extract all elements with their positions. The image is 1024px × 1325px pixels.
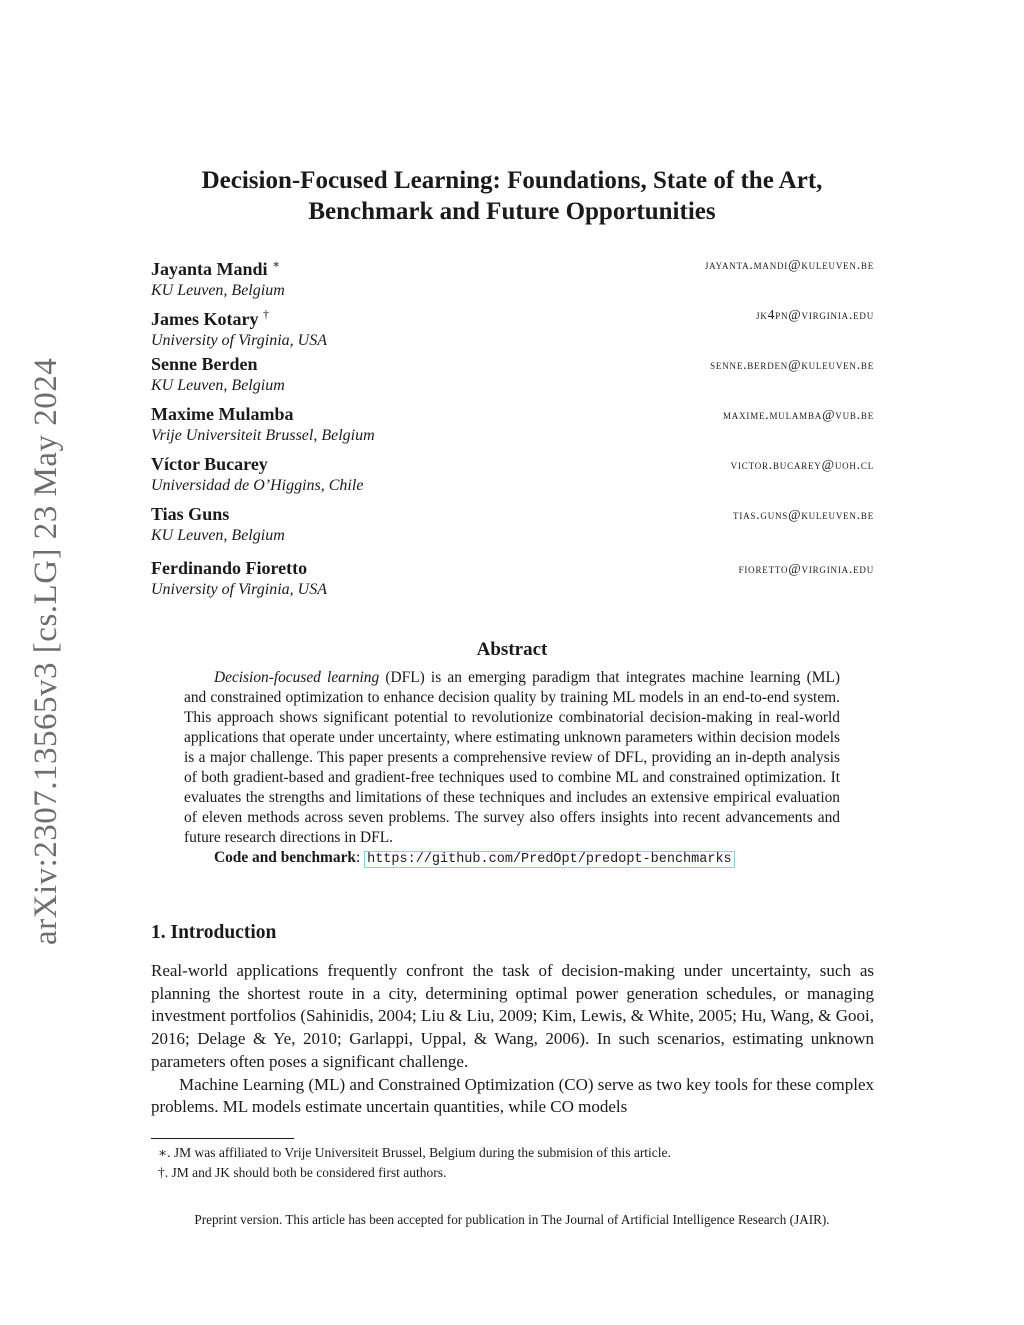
author-affiliation: KU Leuven, Belgium bbox=[151, 377, 285, 394]
author-name: Jayanta Mandi bbox=[151, 259, 268, 279]
author-block bbox=[151, 304, 874, 354]
abstract-paragraph bbox=[184, 668, 840, 848]
abstract-body bbox=[184, 668, 840, 870]
author-block bbox=[151, 404, 874, 454]
code-separator: : bbox=[355, 849, 365, 866]
author-affiliation: Universidad de O’Higgins, Chile bbox=[151, 477, 364, 494]
abstract-text: (DFL) is an emerging paradigm that integrates machine learning (ML) and constrained optimization to enhance decision quality by training ML models in an end-to-end system. This approach shows significant potential to revolutionize combinatorial decision-making in real-world applications that operate under uncertainty, where estimating unknown parameters within decision models is a major challenge. This paper presents a comprehensive review of DFL, providing an in-depth analysis of both gradient-based and gradient-free techniques used to combine ML and constrained optimization. It evaluates the strengths and limitations of these techniques and includes an extensive empirical evaluation of eleven methods across seven problems. The survey also offers insights into recent advancements and future research directions in DFL. bbox=[184, 669, 840, 846]
author-email[interactable]: jk4pn@virginia.edu bbox=[756, 307, 874, 322]
author-name: Tias Guns bbox=[151, 504, 230, 524]
author-block bbox=[151, 254, 874, 304]
arxiv-side-stamp: arXiv:2307.13565v3 [cs.LG] 23 May 2024 bbox=[28, 357, 64, 945]
author-mark: † bbox=[262, 307, 269, 321]
intro-paragraph-1: Real-world applications frequently confront the task of decision-making under uncertainty, such as planning the shortest route in a city, determining optimal power generation schedules, or managing investment portfolios (Sahinidis, 2004; Liu & Liu, 2009; Kim, Lewis, & White, 2005; Hu, Wang, & Gooi, 2016; Delage & Ye, 2010; Garlappi, Uppal, & Wang, 2006). In such scenarios, estimating unknown parameters often poses a significant challenge. bbox=[151, 961, 874, 1071]
footnote-rule bbox=[151, 1138, 294, 1139]
author-list bbox=[151, 254, 874, 608]
author-mark: ∗ bbox=[272, 257, 281, 271]
author-name: Víctor Bucarey bbox=[151, 454, 268, 474]
author-block bbox=[151, 454, 874, 504]
title-line-2: Benchmark and Future Opportunities bbox=[308, 198, 716, 225]
paper-title bbox=[0, 165, 1024, 227]
author-name: Maxime Mulamba bbox=[151, 404, 294, 424]
intro-paragraph-2: Machine Learning (ML) and Constrained Optimization (CO) serve as two key tools for these complex problems. ML models estimate uncertain quantities, while CO models bbox=[151, 1074, 874, 1117]
author-email[interactable]: senne.berden@kuleuven.be bbox=[710, 357, 874, 372]
author-block bbox=[151, 554, 874, 608]
footnotes bbox=[158, 1143, 671, 1182]
author-affiliation: Vrije Universiteit Brussel, Belgium bbox=[151, 427, 375, 444]
author-email[interactable]: jayanta.mandi@kuleuven.be bbox=[704, 257, 874, 272]
section-heading-introduction: 1. Introduction bbox=[151, 922, 277, 943]
author-email[interactable]: victor.bucarey@uoh.cl bbox=[730, 457, 874, 472]
introduction-body bbox=[151, 960, 874, 1119]
author-name: Senne Berden bbox=[151, 354, 258, 374]
abstract-heading: Abstract bbox=[476, 639, 548, 660]
author-affiliation: University of Virginia, USA bbox=[151, 332, 327, 349]
code-benchmark-line bbox=[184, 848, 840, 870]
author-block bbox=[151, 504, 874, 554]
abstract-lead: Decision-focused learning bbox=[214, 669, 380, 686]
author-name: James Kotary bbox=[151, 309, 259, 329]
author-affiliation: KU Leuven, Belgium bbox=[151, 282, 285, 299]
code-benchmark-link[interactable]: https://github.com/PredOpt/predopt-benchmarks bbox=[364, 851, 735, 868]
footnote-2: †. JM and JK should both be considered first authors. bbox=[158, 1164, 447, 1180]
author-email[interactable]: fioretto@virginia.edu bbox=[738, 561, 874, 576]
author-email[interactable]: maxime.mulamba@vub.be bbox=[723, 407, 874, 422]
author-affiliation: KU Leuven, Belgium bbox=[151, 527, 285, 544]
code-label: Code and benchmark bbox=[214, 849, 356, 866]
footnote-1: ∗. JM was affiliated to Vrije Universiteit Brussel, Belgium during the submision of this article. bbox=[158, 1145, 671, 1160]
author-email[interactable]: tias.guns@kuleuven.be bbox=[733, 507, 874, 522]
preprint-note: Preprint version. This article has been accepted for publication in The Journal of Artificial Intelligence Research (JAIR). bbox=[194, 1212, 830, 1227]
author-name: Ferdinando Fioretto bbox=[151, 558, 308, 578]
title-line-1: Decision-Focused Learning: Foundations, State of the Art, bbox=[201, 167, 823, 194]
author-affiliation: University of Virginia, USA bbox=[151, 581, 327, 598]
author-block bbox=[151, 354, 874, 404]
